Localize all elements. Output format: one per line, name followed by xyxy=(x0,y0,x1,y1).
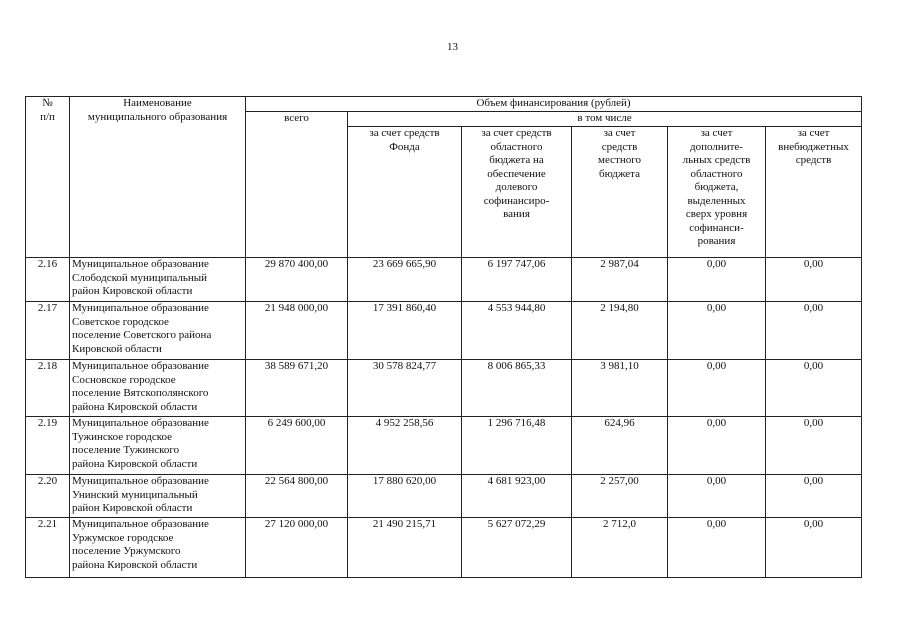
row-local: 2 257,00 xyxy=(572,475,668,518)
row-number: 2.20 xyxy=(26,475,70,518)
row-total: 6 249 600,00 xyxy=(246,417,348,475)
table-row xyxy=(26,360,862,417)
financing-table xyxy=(25,96,862,578)
row-fund: 23 669 665,90 xyxy=(348,258,462,302)
row-extrabudget: 0,00 xyxy=(766,258,862,302)
row-name: Муниципальное образование Слободской муниципальный район Кировской области xyxy=(70,258,246,302)
row-total: 29 870 400,00 xyxy=(246,258,348,302)
header-volume: Объем финансирования (рублей) xyxy=(246,97,862,112)
row-regional: 5 627 072,29 xyxy=(462,518,572,578)
row-number: 2.21 xyxy=(26,518,70,578)
header-extrabudget: за счет внебюджетных средств xyxy=(766,127,862,258)
row-name: Муниципальное образование Тужинское городское поселение Тужинского района Кировской области xyxy=(70,417,246,475)
row-name: Муниципальное образование Советское городское поселение Советского района Кировской области xyxy=(70,302,246,360)
row-name: Муниципальное образование Унинский муниципальный район Кировской области xyxy=(70,475,246,518)
row-extrabudget: 0,00 xyxy=(766,302,862,360)
row-additional: 0,00 xyxy=(668,360,766,417)
row-additional: 0,00 xyxy=(668,302,766,360)
header-local: за счет средств местного бюджета xyxy=(572,127,668,258)
row-regional: 8 006 865,33 xyxy=(462,360,572,417)
table-row xyxy=(26,518,862,578)
row-extrabudget: 0,00 xyxy=(766,417,862,475)
row-number: 2.18 xyxy=(26,360,70,417)
row-regional: 4 681 923,00 xyxy=(462,475,572,518)
row-regional: 4 553 944,80 xyxy=(462,302,572,360)
row-fund: 17 391 860,40 xyxy=(348,302,462,360)
row-regional: 6 197 747,06 xyxy=(462,258,572,302)
row-local: 624,96 xyxy=(572,417,668,475)
row-fund: 30 578 824,77 xyxy=(348,360,462,417)
row-fund: 21 490 215,71 xyxy=(348,518,462,578)
header-name: Наименование муниципального образования xyxy=(70,97,246,258)
header-num: № п/п xyxy=(26,97,70,258)
row-name: Муниципальное образование Уржумское городское поселение Уржумского района Кировской области xyxy=(70,518,246,578)
table-row xyxy=(26,258,862,302)
row-fund: 17 880 620,00 xyxy=(348,475,462,518)
page-number: 13 xyxy=(447,41,458,53)
header-including: в том числе xyxy=(348,112,862,127)
row-extrabudget: 0,00 xyxy=(766,475,862,518)
row-additional: 0,00 xyxy=(668,475,766,518)
header-regional: за счет средств областного бюджета на обеспечение долевого софинансиро- вания xyxy=(462,127,572,258)
row-additional: 0,00 xyxy=(668,258,766,302)
row-local: 3 981,10 xyxy=(572,360,668,417)
table-row xyxy=(26,302,862,360)
row-total: 22 564 800,00 xyxy=(246,475,348,518)
row-local: 2 987,04 xyxy=(572,258,668,302)
row-extrabudget: 0,00 xyxy=(766,360,862,417)
row-number: 2.19 xyxy=(26,417,70,475)
row-total: 38 589 671,20 xyxy=(246,360,348,417)
row-regional: 1 296 716,48 xyxy=(462,417,572,475)
row-extrabudget: 0,00 xyxy=(766,518,862,578)
row-local: 2 194,80 xyxy=(572,302,668,360)
header-row-1 xyxy=(26,97,862,112)
row-number: 2.16 xyxy=(26,258,70,302)
header-additional: за счет дополните- льных средств областного бюджета, выделенных сверх уровня софинанси- рования xyxy=(668,127,766,258)
header-fund: за счет средств Фонда xyxy=(348,127,462,258)
row-additional: 0,00 xyxy=(668,518,766,578)
row-fund: 4 952 258,56 xyxy=(348,417,462,475)
row-number: 2.17 xyxy=(26,302,70,360)
header-total: всего xyxy=(246,112,348,258)
row-local: 2 712,0 xyxy=(572,518,668,578)
table-row xyxy=(26,417,862,475)
row-additional: 0,00 xyxy=(668,417,766,475)
row-name: Муниципальное образование Сосновское городское поселение Вятскополянского района Кировской области xyxy=(70,360,246,417)
row-total: 27 120 000,00 xyxy=(246,518,348,578)
row-total: 21 948 000,00 xyxy=(246,302,348,360)
table-row xyxy=(26,475,862,518)
